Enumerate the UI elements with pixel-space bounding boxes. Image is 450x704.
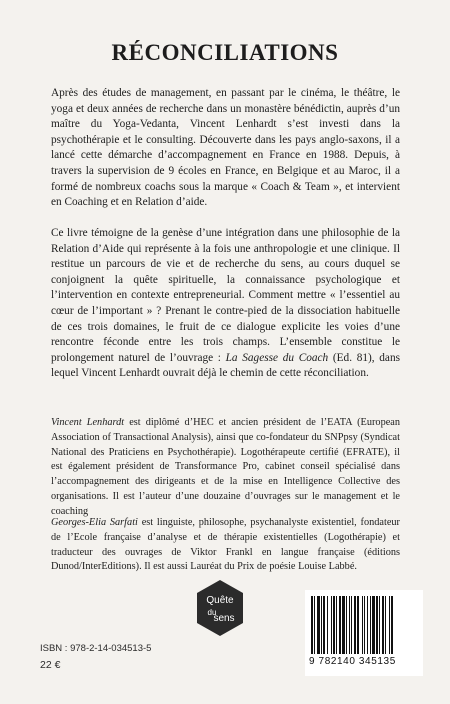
intro-paragraph: Après des études de management, en passant par le cinéma, le théâtre, le yoga et deux années de recherche dans un monastère bénédictin, auprès d’un maître du Yoga-Vedanta, Vincent Lenhardt s’est investi dans la psychothérapie et le consulting. Découverte dans les pays anglo-saxons, il a lancé cette démarche d’accompagnement en France en 1988. Depuis, à travers la supervision de 9 écoles en France, en Belgique et au Maroc, il a formé de nombreux coachs sous la marque « Coach & Team », et intervient en Coaching et en Relation d’aide. bbox=[51, 87, 400, 209]
book-title: RÉCONCILIATIONS bbox=[111, 40, 339, 65]
logo-text-line3: sens bbox=[213, 613, 235, 624]
summary-paragraph bbox=[51, 226, 400, 382]
barcode bbox=[305, 590, 423, 676]
isbn-label: ISBN : 978-2-14-034513-5 bbox=[40, 643, 152, 654]
price-label: 22 € bbox=[40, 659, 61, 671]
logo-text-line1: Quête bbox=[206, 595, 234, 606]
author-name-sarfati: Georges-Elia Sarfati bbox=[51, 517, 138, 528]
quete-du-sens-logo bbox=[195, 579, 245, 637]
referenced-book-title: La Sagesse du Coach bbox=[225, 351, 329, 364]
logo-text-line2: du bbox=[207, 608, 217, 617]
summary-text-end: (Ed. 81), dans lequel Vincent Lenhardt ouvrait déjà le chemin de cette réconciliation. bbox=[51, 351, 400, 380]
author-bio-sarfati bbox=[51, 516, 400, 575]
barcode-bars-icon bbox=[311, 596, 417, 656]
author-bio-lenhardt-text: est diplômé d’HEC et ancien président de l’EATA (European Association of Transactional Analysis), ainsi que co-fondateur du SNPpsy (Syndicat National des Praticiens en Psychothérapie). Logothérapeute certifié (EFRATE), il est également président de Transformance Pro, cabinet conseil spécialisé dans l’accompagnement des dirigeants et de la mise en Intelligence Collective des organisations. Il est l’auteur d’une douzaine d’ouvrages sur le management et le coaching bbox=[51, 417, 401, 517]
hexagon-logo-icon bbox=[195, 579, 245, 637]
author-bio-lenhardt bbox=[51, 416, 400, 520]
author-name-lenhardt: Vincent Lenhardt bbox=[51, 417, 125, 428]
barcode-digits: 9 782140 345135 bbox=[309, 656, 396, 667]
summary-text-start: Ce livre témoigne de la genèse d’une intégration dans une philosophie de la Relation d’Aide qui représente à la fois une anthropologie et une clinique. Il restitue un parcours de vie et de recherche du sens, au cours duquel se conjoignent la quête spirituelle, la connaissance psychologique et l’intervention en contexte entrepreneurial. Comment mettre « l’essentiel au cœur de l’important » ? Prenant le contre-pied de la dissociation habituelle de ces trois domaines, le fruit de ce dialogue explicite les voies d’une rencontre féconde entre les trois champs. L’ensemble constitue le prolongement naturel de l’ouvrage : bbox=[51, 227, 400, 364]
author-bio-sarfati-text: est linguiste, philosophe, psychanalyste existentiel, fondateur de l’Ecole française d’analyse et de thérapie existentielles (Logothérapie) et traducteur des ouvrages de Viktor Frankl en langue française (éditions Dunod/InterEditions). Il est aussi Lauréat du Prix de poésie Louise Labbé. bbox=[51, 517, 400, 573]
